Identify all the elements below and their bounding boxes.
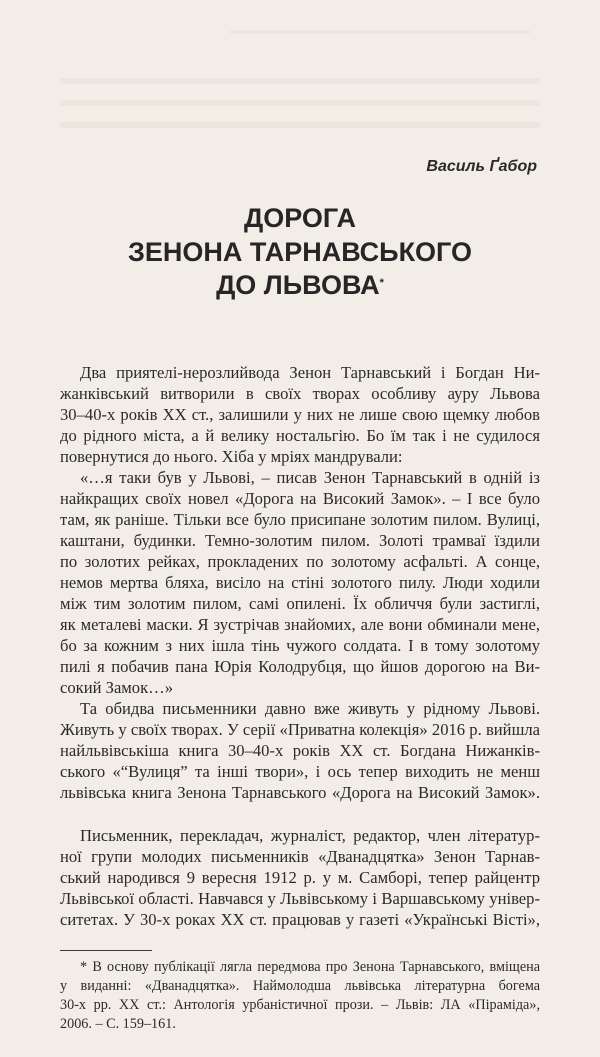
quote-line: як металеві маски. Я зустрічав знайомих, але вони обминали мене,	[60, 615, 540, 634]
bleed-through	[60, 122, 540, 128]
title-line	[0, 269, 600, 303]
quote-line: немов мертва бляха, висіло на стіні золотого пилу. Люди ходили	[60, 573, 540, 592]
body-line: Львівської області. Навчався у Львівському і Варшавському універ-	[60, 889, 540, 908]
body-line: Та обидва письменники давно вже живуть у рідному Львові.	[80, 699, 540, 718]
body-line: Письменник, перекладач, журналіст, редактор, член літератур-	[80, 826, 540, 845]
body-line: повернутися до нього. Хіба у мріях мандрували:	[60, 447, 403, 466]
footnote-line: 30-х рр. XX ст.: Антологія урбаністичної прози. – Львів: ЛА «Піраміда»,	[60, 997, 540, 1013]
quote-line: бо за кожним з них ішла тінь чужого солдата. І в тому золотому	[60, 636, 540, 655]
footnote-mark: *	[379, 277, 384, 289]
article-title	[0, 202, 600, 303]
bleed-through	[60, 78, 540, 84]
body-line: львівська книга Зенона Тарнавського «Дорога на Високий Замок».	[60, 783, 540, 802]
footnote-line: у виданні: «Дванадцятка». Наймолодша львівська літературна богема	[60, 978, 540, 994]
footnote-divider	[60, 950, 152, 951]
quote-line: каштани, будинки. Темно-золотим пилом. Золоті трамваї їздили	[60, 531, 540, 550]
title-line: ДОРОГА	[244, 203, 356, 233]
title-line-text: ДО ЛЬВОВА	[216, 270, 380, 300]
quote-line: між тим золотим пилом, самі опилені. Їх обличчя були застиглі,	[60, 594, 540, 613]
bleed-through-header	[230, 30, 530, 34]
footnote-line: 2006. – С. 159–161.	[60, 1016, 176, 1032]
article-author: Василь Ґабор	[426, 158, 537, 175]
quote-line: сокий Замок…»	[60, 678, 174, 697]
footnote-line: * В основу публікації лягла передмова про Зенона Тарнавського, вміщена	[80, 959, 540, 975]
footnote	[60, 958, 540, 1034]
body-line: ситетах. У 30-х роках XX ст. працював у газеті «Українські Вісті»,	[60, 910, 540, 929]
bleed-through	[60, 100, 540, 106]
quote-line: там, як раніше. Тільки все було присипане золотим пилом. Вулиці,	[60, 510, 540, 529]
body-line: найльвівськіша книга 30–40-х років XX ст. Богдана Нижанків-	[60, 741, 540, 760]
quote-line: найкращих своїх новел «Дорога на Високий Замок». – І все було	[60, 489, 540, 508]
body-line: ної групи молодих письменників «Дванадцятка» Зенон Тарнав-	[60, 847, 540, 866]
body-line: 30–40-х років XX ст., залишили у них не лише свою щемку любов	[60, 405, 540, 424]
body-line: ського «“Вулиця” та інші твори», і ось тепер виходить не менш	[60, 762, 540, 781]
body-text-block	[60, 362, 540, 803]
title-line: ЗЕНОНА ТАРНАВСЬКОГО	[127, 236, 473, 267]
quote-line: по золотих рейках, прокладених по золотому асфальті. А сонце,	[60, 552, 540, 571]
quote-line: пилі я побачив пана Юрія Колодрубця, що йшов дорогою на Ви-	[60, 657, 540, 676]
body-line: Два приятелі-нерозлийвода Зенон Тарнавський і Богдан Ни-	[80, 363, 540, 382]
quote-line: «…я таки був у Львові, – писав Зенон Тарнавський в одній із	[80, 468, 540, 487]
body-line: Живуть у своїх творах. У серії «Приватна колекція» 2016 р. вийшла	[60, 720, 540, 739]
body-text-block-2	[60, 825, 540, 930]
body-line: жанківський витворили в своїх творах особливу ауру Львова	[60, 384, 540, 403]
body-line: ський народився 9 вересня 1912 р. у м. Самборі, тепер райцентр	[60, 868, 540, 887]
body-line: до рідного міста, а й велику ностальгію. Бо їм так і не судилося	[60, 426, 540, 445]
